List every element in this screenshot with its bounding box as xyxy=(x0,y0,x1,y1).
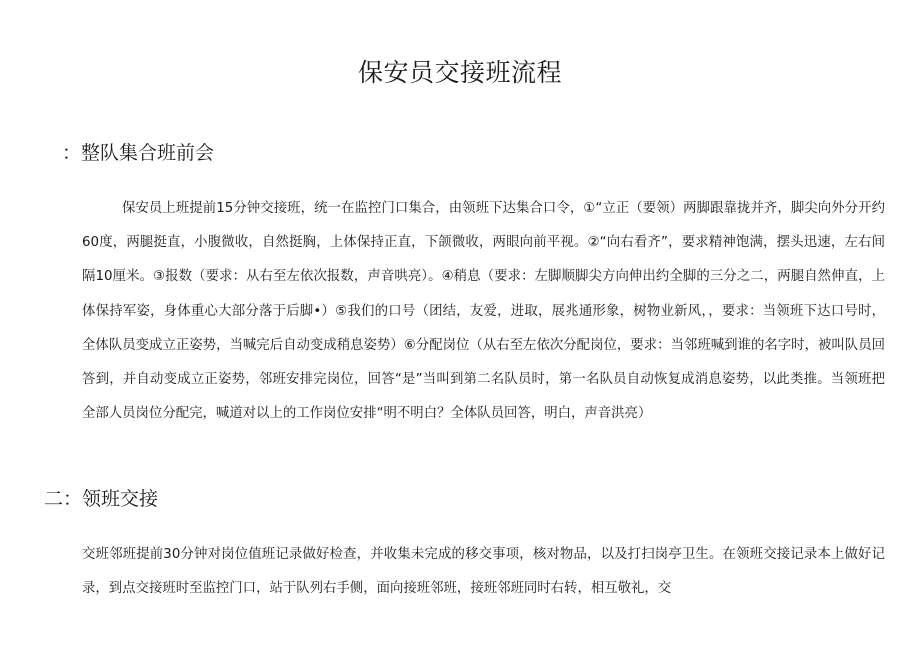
section-body-assembly: 保安员上班提前15分钟交接班，统一在监控门口集合，由领班下达集合口令，①“立正（要领）两脚跟靠拢并齐，脚尖向外分开约60度，两腿挺直，小腹微收，自然挺胸，上体保持正直，下颌微收，两眼向前平视。②“向右看齐”，要求精神饱满，摆头迅速，左右间隔10厘米。③报数（要求：从右至左依次报数，声音哄亮）。④稍息（要求：左脚顺脚尖方向伸出约全脚的三分之二，两腿自然伸直，上体保持军姿，身体重心大部分落于后脚•）⑤我们的口号（团结，友爱，进取，展兆通形象，树物业新风，，要求：当领班下达口号时，全体队员变成立正姿势，当喊完后自动变成稍息姿势）⑥分配岗位（从右至左依次分配岗位，要求：当邻班喊到谁的名字时，被叫队员回答到，并自动变成立正姿势，邻班安排完岗位，回答“是”当叫到第二名队员时，第一名队员自动恢复成消息姿势，以此类推。当领班把全部人员岗位分配完，喊道对以上的工作岗位安排“明不明白？全体队员回答，明白，声音洪亮） xyxy=(82,201,885,422)
section-body-handover: 交班邻班提前30分钟对岗位值班记录做好检查，并收集未完成的移交事项，核对物品，以及打扫岗亭卫生。在领班交接记录本上做好记录，到点交接班时至监控门口，站于队列右手侧，面向接班邻班，接班邻班同时右转，相互敬礼，交 xyxy=(82,547,885,597)
page-title: 保安员交接班流程 xyxy=(357,58,562,87)
section-heading-assembly: ：整队集合班前会 xyxy=(62,142,215,164)
section-heading-handover: 二：领班交接 xyxy=(44,488,159,510)
